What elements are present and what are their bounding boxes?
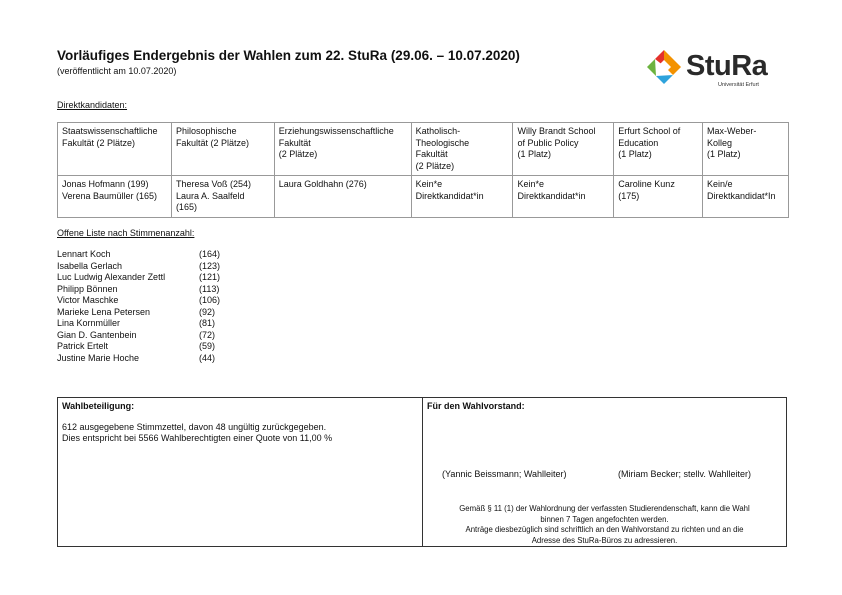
- open-list-label: Offene Liste nach Stimmenanzahl:: [57, 228, 195, 238]
- result-cell: Jonas Hofmann (199) Verena Baumüller (165): [58, 176, 172, 218]
- candidate-name: Philipp Bönnen: [57, 283, 118, 294]
- faculty-cell: Erfurt School of Education (1 Platz): [614, 123, 703, 176]
- candidate-name: Luc Ludwig Alexander Zettl: [57, 272, 166, 282]
- list-item: [57, 249, 257, 261]
- faculty-cell: Staatswissenschaftliche Fakultät (2 Plätze): [58, 123, 172, 176]
- signer-deputy-leader: (Miriam Becker; stellv. Wahlleiter): [618, 469, 752, 479]
- direct-candidates-table: [57, 122, 789, 218]
- result-cell: Kein*e Direktkandidat*in: [411, 176, 513, 218]
- candidate-votes: (92): [199, 306, 216, 317]
- candidate-votes: (81): [199, 318, 216, 328]
- candidate-name: Patrick Ertelt: [57, 341, 109, 351]
- turnout-heading: Wahlbeteiligung:: [62, 401, 135, 411]
- logo-subtext: Universität Erfurt: [718, 82, 759, 88]
- result-cell: Theresa Voß (254) Laura A. Saalfeld (165): [171, 176, 274, 218]
- candidate-name: Lina Kornmüller: [57, 318, 121, 328]
- page-title: Vorläufiges Endergebnis der Wahlen zum 22. StuRa (29.06. – 10.07.2020): [57, 48, 520, 63]
- faculty-cell: Erziehungswissenschaftliche Fakultät (2 Plätze): [274, 123, 411, 176]
- result-row: [58, 176, 789, 218]
- appeal-note: Gemäß § 11 (1) der Wahlordnung der verfassten Studierendenschaft, kann die Wahl binnen 7 Tagen angefochten werden. Anträge diesbezüglich sind schriftlich an den Wahlvorstand zu richten und an die Adresse des StuRa-Büros zu adressieren.: [459, 504, 750, 545]
- candidate-votes: (123): [199, 260, 221, 271]
- result-cell: Caroline Kunz (175): [614, 176, 703, 218]
- faculty-cell: Max-Weber- Kolleg (1 Platz): [703, 123, 789, 176]
- faculty-header-row: [58, 123, 789, 176]
- candidate-name: Victor Maschke: [57, 295, 119, 305]
- board-heading: Für den Wahlvorstand:: [427, 401, 525, 411]
- stura-logo-icon: [643, 46, 685, 94]
- candidate-votes: (72): [199, 329, 216, 340]
- faculty-cell: Katholisch- Theologische Fakultät (2 Plätze): [411, 123, 513, 176]
- turnout-text: 612 ausgegebene Stimmzettel, davon 48 ungültig zurückgegeben. Dies entspricht bei 5566 Wahlberechtigten einer Quote von 11,00 %: [62, 422, 333, 443]
- direct-candidates-label: Direktkandidaten:: [57, 100, 128, 110]
- list-item: [57, 330, 257, 342]
- list-item: [57, 284, 257, 296]
- list-item: [57, 341, 257, 353]
- candidate-name: Gian D. Gantenbein: [57, 329, 137, 340]
- results-summary-box: [57, 397, 787, 547]
- stura-logo: [643, 46, 773, 94]
- candidate-name: Isabella Gerlach: [57, 260, 123, 271]
- candidate-name: Lennart Koch: [57, 249, 111, 259]
- list-item: [57, 295, 257, 307]
- box-divider: [422, 398, 423, 546]
- candidate-votes: (59): [199, 341, 216, 351]
- result-cell: Kein*e Direktkandidat*in: [513, 176, 614, 218]
- faculty-cell: Philosophische Fakultät (2 Plätze): [171, 123, 274, 176]
- open-list: [57, 249, 257, 364]
- result-cell: Kein/e Direktkandidat*In: [703, 176, 789, 218]
- candidate-votes: (106): [199, 295, 221, 305]
- list-item: [57, 318, 257, 330]
- candidate-votes: (44): [199, 352, 216, 363]
- result-cell: Laura Goldhahn (276): [274, 176, 411, 218]
- list-item: [57, 272, 257, 284]
- list-item: [57, 307, 257, 319]
- candidate-name: Justine Marie Hoche: [57, 352, 140, 363]
- list-item: [57, 353, 257, 365]
- candidate-votes: (121): [199, 272, 221, 282]
- logo-wordmark: StuRa: [686, 50, 768, 82]
- candidate-name: Marieke Lena Petersen: [57, 306, 151, 317]
- signer-election-leader: (Yannic Beissmann; Wahlleiter): [442, 469, 567, 479]
- candidate-votes: (164): [199, 249, 221, 259]
- faculty-cell: Willy Brandt School of Public Policy (1 Platz): [513, 123, 614, 176]
- list-item: [57, 261, 257, 273]
- candidate-votes: (113): [199, 283, 220, 294]
- publication-date: (veröffentlicht am 10.07.2020): [57, 66, 177, 76]
